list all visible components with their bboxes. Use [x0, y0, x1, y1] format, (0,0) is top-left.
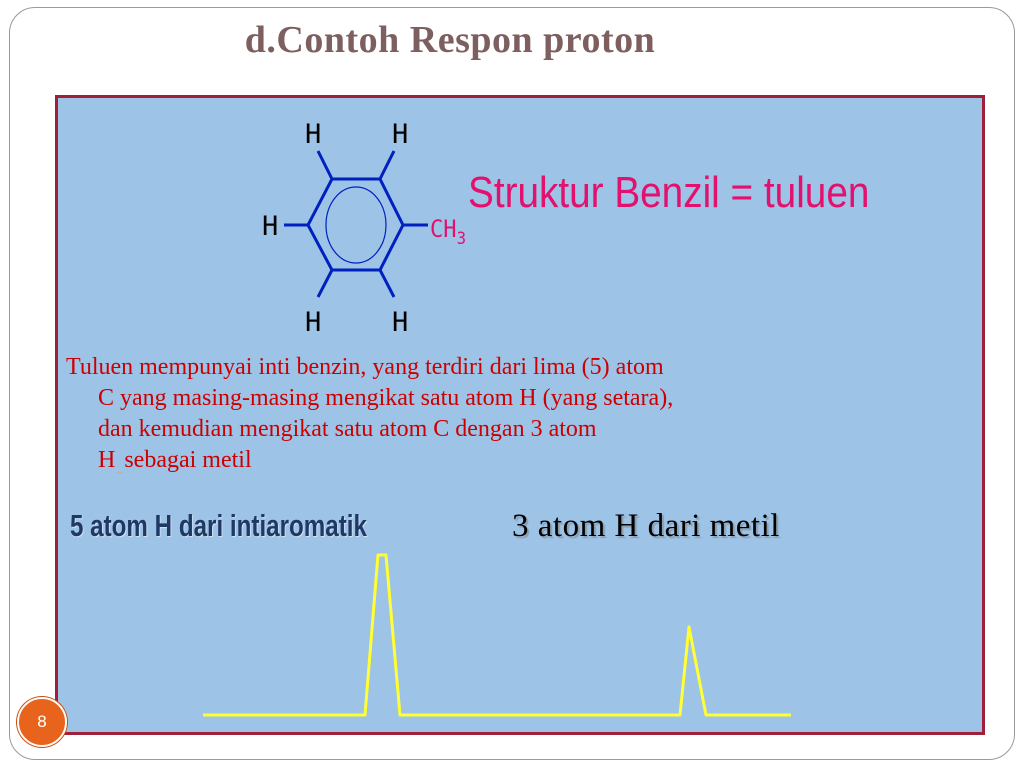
- structure-title: Struktur Benzil = tuluen: [468, 168, 870, 217]
- atom-h-top-left: H: [305, 119, 322, 150]
- paragraph-line-4: H $_{..}$sebagai metil: [98, 447, 252, 476]
- paragraph-line-3: dan kemudian mengikat satu atom C dengan 3 atom: [98, 416, 597, 442]
- slide-title: d.Contoh Respon proton: [244, 19, 656, 61]
- atom-h-top-right: H: [392, 119, 409, 150]
- methyl-group: $CH_3$: [430, 216, 467, 249]
- paragraph-line-2: C yang masing-masing mengikat satu atom H (yang setara),: [98, 385, 674, 411]
- atom-h-left: H: [262, 211, 279, 242]
- atom-h-bottom-right: H: [392, 307, 409, 338]
- atom-h-bottom-left: H: [305, 307, 322, 338]
- paragraph-line-1: Tuluen mempunyai inti benzin, yang terdiri dari lima (5) atom: [66, 354, 664, 380]
- page-number-badge: 8: [17, 697, 67, 747]
- methyl-peak-label: 3 atom H dari metil: [512, 508, 780, 544]
- aromatic-peak-label: 5 atom H dari intiaromatik: [70, 508, 367, 543]
- spectrum-trace: [203, 555, 791, 715]
